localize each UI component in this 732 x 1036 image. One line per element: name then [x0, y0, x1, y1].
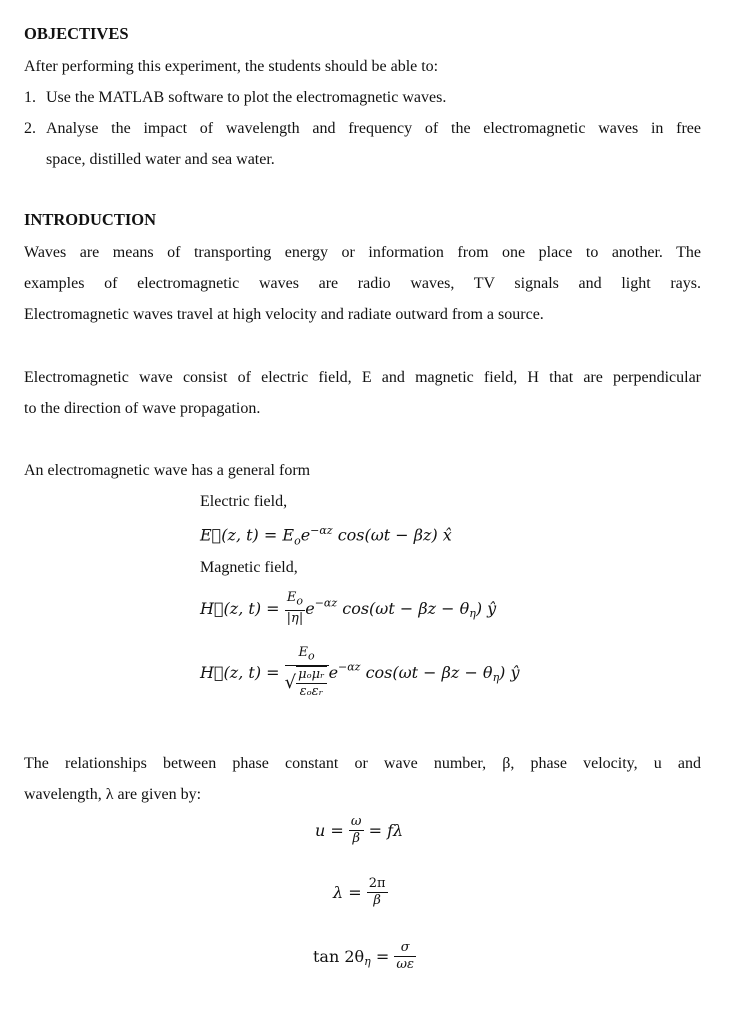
intro-para-3: An electromagnetic wave has a general form [24, 462, 311, 479]
wavelength-equation: λ = $\frac{2\pi}{\beta}$ [333, 876, 386, 908]
intro-para-1-line-1: Waves are means of transporting energy or information from one place to another. The [24, 244, 701, 261]
magnetic-field-equation-2: H⃗(z, t) = $E_o$ √ $\frac{\text{μₒμᵣ}}{\text{εₒεᵣ}}$ $e^{-\alpha z}$ $\cos(\omega t - \beta z - \theta_\eta)$ ŷ [200, 645, 520, 699]
introduction-heading: INTRODUCTION [24, 210, 157, 229]
objectives-heading: OBJECTIVES [24, 24, 129, 43]
intro-para-1-line-2: examples of electromagnetic waves are radio waves, TV signals and light rays. [24, 275, 701, 292]
square-root-icon: √ [284, 671, 297, 693]
intro-para-4-line-1: The relationships between phase constant or wave number, β, phase velocity, u and [24, 755, 701, 772]
objectives-intro: After performing this experiment, the students should be able to: [24, 58, 439, 75]
electric-field-label: Electric field, [200, 493, 288, 510]
intro-para-4-line-2: wavelength, λ are given by: [24, 786, 202, 803]
magnetic-field-label: Magnetic field, [200, 559, 298, 576]
phase-velocity-equation: u = $\frac{\omega}{\beta}$ = fλ [315, 814, 404, 846]
electric-field-equation: E⃗(z, $t) = E_oe^{-\alpha z}$ cos(ωt − βz) x̂ [200, 524, 452, 548]
intro-para-2-line-1: Electromagnetic wave consist of electric field, E and magnetic field, H that are perpendicular [24, 369, 701, 386]
objective-2-line-2: space, distilled water and sea water. [46, 151, 275, 168]
objective-2-number: 2. [24, 120, 36, 137]
intro-para-2-line-2: to the direction of wave propagation. [24, 400, 261, 417]
magnetic-field-equation-1: H⃗(z, t) = $\frac{E_o}{|\eta|}$ $e^{-\alpha z}$ $\cos(\omega t - \beta z - \theta_\eta)$ ŷ [200, 590, 497, 626]
loss-tangent-equation: $\tan 2\theta_\eta$ = $\frac{\sigma}{\omega\varepsilon}$ [313, 940, 414, 972]
objective-1-text: Use the MATLAB software to plot the electromagnetic waves. [46, 89, 447, 106]
objective-1-number: 1. [24, 89, 36, 106]
intro-para-1-line-3: Electromagnetic waves travel at high velocity and radiate outward from a source. [24, 306, 544, 323]
objective-2-line-1: Analyse the impact of wavelength and frequency of the electromagnetic waves in free [46, 120, 701, 137]
fraction-eo-over-root: $E_o$ √ $\frac{\text{μₒμᵣ}}{\text{εₒεᵣ}}$ [285, 645, 329, 700]
fraction-eo-over-eta: $\frac{E_o}{|\eta|}$ [286, 590, 304, 626]
